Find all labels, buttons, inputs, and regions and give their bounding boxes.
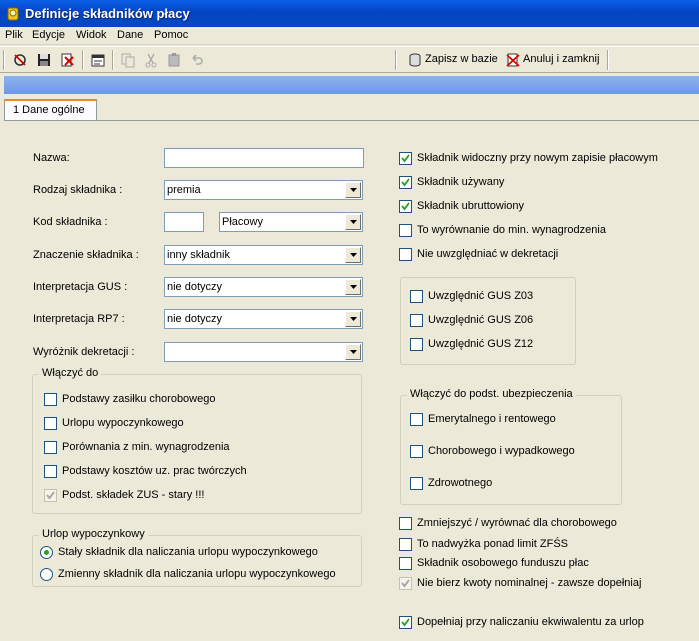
- checkbox-label: Nie bierz kwoty nominalnej - zawsze dopełniaj: [417, 577, 642, 589]
- app-icon: [5, 6, 21, 22]
- cut-button[interactable]: [141, 50, 162, 70]
- checkbox-box[interactable]: [399, 616, 412, 629]
- tab-label: 1 Dane ogólne: [13, 104, 85, 116]
- toolbar-separator: [82, 50, 84, 70]
- kod-type-value: Płacowy: [222, 216, 263, 228]
- toolbar: [0, 46, 699, 73]
- toolbar-separator: [395, 50, 397, 70]
- menu-widok[interactable]: Widok: [76, 29, 107, 41]
- checkbox-zdrowotne[interactable]: [410, 476, 590, 492]
- checkbox-gus-z06[interactable]: [410, 313, 560, 329]
- info-bar: [4, 76, 699, 94]
- refresh-icon: [12, 52, 28, 68]
- wyroznik-label: Wyróżnik dekretacji :: [33, 346, 135, 358]
- refresh-button[interactable]: [10, 50, 31, 70]
- chevron-down-icon[interactable]: [345, 247, 361, 263]
- chevron-down-icon[interactable]: [345, 214, 361, 230]
- checkbox-box[interactable]: [399, 224, 412, 237]
- copy-icon: [120, 52, 136, 68]
- kod-type-select[interactable]: [219, 212, 363, 232]
- radio-dot[interactable]: [40, 568, 53, 581]
- checkbox-emerytalne[interactable]: [410, 412, 590, 428]
- undo-icon: [189, 52, 205, 68]
- undo-button[interactable]: [187, 50, 208, 70]
- checkbox-box[interactable]: [410, 290, 423, 303]
- delete-doc-icon: [59, 52, 75, 68]
- checkbox-box[interactable]: [44, 489, 57, 502]
- checkbox-box[interactable]: [399, 557, 412, 570]
- checkbox-zus-stary[interactable]: [44, 488, 264, 504]
- checkbox-label: Emerytalnego i rentowego: [428, 413, 556, 425]
- menu-edycje[interactable]: Edycje: [32, 29, 66, 41]
- ubezpieczenia-legend: Włączyć do podst. ubezpieczenia: [407, 388, 576, 400]
- checkbox-label: Składnik osobowego funduszu płac: [417, 557, 589, 569]
- checkbox-gus-z12[interactable]: [410, 337, 560, 353]
- rp7-value: nie dotyczy: [167, 313, 223, 325]
- checkbox-urlop[interactable]: [44, 416, 264, 432]
- radio-zmienny[interactable]: [40, 567, 340, 583]
- rodzaj-select[interactable]: [164, 180, 363, 200]
- properties-icon: [90, 52, 106, 68]
- paste-icon: [166, 52, 182, 68]
- checkbox-label: Składnik używany: [417, 176, 505, 188]
- tab-dane-ogolne[interactable]: [4, 99, 97, 121]
- kod-input[interactable]: [164, 212, 204, 232]
- chevron-down-icon[interactable]: [345, 182, 361, 198]
- checkbox-label: Składnik ubruttowiony: [417, 200, 525, 212]
- checkbox-ofp[interactable]: [399, 556, 619, 572]
- checkbox-box[interactable]: [44, 465, 57, 478]
- checkbox-kwota-nominalna[interactable]: [399, 576, 669, 592]
- menu-bar: [0, 27, 699, 45]
- cancel-icon: [505, 52, 521, 68]
- checkbox-label: Podst. składek ZUS - stary !!!: [62, 489, 205, 501]
- properties-button[interactable]: [88, 50, 109, 70]
- save-button[interactable]: [34, 50, 55, 70]
- menu-dane[interactable]: Dane: [117, 29, 144, 41]
- radio-label: Stały składnik dla naliczania urlopu wypoczynkowego: [58, 546, 318, 558]
- checkbox-label: Zdrowotnego: [428, 477, 493, 489]
- copy-button[interactable]: [118, 50, 139, 70]
- checkbox-label: Nie uwzględniać w dekretacji: [417, 248, 559, 260]
- chevron-down-icon[interactable]: [345, 311, 361, 327]
- toolbar-grip: [3, 50, 5, 70]
- check-icon: [46, 491, 55, 500]
- checkbox-label: Zmniejszyć / wyrównać dla chorobowego: [417, 517, 617, 529]
- rp7-select[interactable]: [164, 309, 363, 329]
- checkbox-box[interactable]: [410, 338, 423, 351]
- checkbox-label: Uwzględnić GUS Z03: [428, 290, 534, 302]
- check-icon: [401, 618, 410, 627]
- checkbox-label: Podstawy zasiłku chorobowego: [62, 393, 216, 405]
- checkbox-label: Dopełniaj przy naliczaniu ekwiwalentu za urlop: [417, 616, 644, 628]
- nazwa-label: Nazwa:: [33, 152, 70, 164]
- checkbox-box[interactable]: [410, 477, 423, 490]
- checkbox-gus-z03[interactable]: [410, 289, 560, 305]
- kod-label: Kod składnika :: [33, 216, 108, 228]
- wlaczyc-do-legend: Włączyć do: [39, 367, 101, 379]
- rp7-label: Interpretacja RP7 :: [33, 313, 125, 325]
- menu-pomoc[interactable]: Pomoc: [154, 29, 189, 41]
- checkbox-box[interactable]: [410, 314, 423, 327]
- floppy-icon: [36, 52, 52, 68]
- toolbar-separator: [607, 50, 609, 70]
- paste-button[interactable]: [164, 50, 185, 70]
- radio-label: Zmienny składnik dla naliczania urlopu wypoczynkowego: [58, 568, 336, 580]
- checkbox-label: To nadwyżka ponad limit ZFŚS: [417, 538, 569, 550]
- checkbox-zfss[interactable]: [399, 537, 599, 553]
- cancel-close-label: Anuluj i zamknij: [523, 53, 600, 65]
- checkbox-wyrownanie[interactable]: [399, 223, 639, 239]
- checkbox-label: To wyrównanie do min. wynagrodzenia: [417, 224, 606, 236]
- checkbox-uzywany[interactable]: [399, 175, 599, 191]
- checkbox-box[interactable]: [399, 152, 412, 165]
- check-icon: [401, 579, 410, 588]
- checkbox-ubruttowiony[interactable]: [399, 199, 599, 215]
- checkbox-box[interactable]: [399, 176, 412, 189]
- checkbox-box[interactable]: [410, 445, 423, 458]
- checkbox-box[interactable]: [399, 577, 412, 590]
- menu-plik[interactable]: Plik: [5, 29, 23, 41]
- checkbox-dekretacja[interactable]: [399, 247, 599, 263]
- checkbox-chorobowe[interactable]: [410, 444, 590, 460]
- rodzaj-value: premia: [167, 184, 201, 196]
- radio-dot[interactable]: [40, 546, 53, 559]
- cancel-close-button[interactable]: [503, 50, 604, 70]
- checkbox-label: Porównania z min. wynagrodzenia: [62, 441, 230, 453]
- checkbox-box[interactable]: [399, 517, 412, 530]
- radio-selected-dot: [44, 550, 49, 555]
- nazwa-input[interactable]: [164, 148, 364, 168]
- window-title: Definicje składników płacy: [25, 6, 190, 21]
- checkbox-box[interactable]: [44, 441, 57, 454]
- rodzaj-label: Rodzaj składnika :: [33, 184, 123, 196]
- check-icon: [401, 178, 410, 187]
- check-icon: [401, 202, 410, 211]
- checkbox-zasilek[interactable]: [44, 392, 264, 408]
- chevron-down-icon[interactable]: [345, 279, 361, 295]
- checkbox-koszty[interactable]: [44, 464, 274, 480]
- urlop-legend: Urlop wypoczynkowy: [39, 528, 148, 540]
- delete-button[interactable]: [57, 50, 78, 70]
- checkbox-box[interactable]: [399, 200, 412, 213]
- checkbox-label: Składnik widoczny przy nowym zapisie płacowym: [417, 152, 658, 164]
- checkbox-label: Uwzględnić GUS Z06: [428, 314, 534, 326]
- wyroznik-select[interactable]: [164, 342, 363, 362]
- gus-label: Interpretacja GUS :: [33, 281, 128, 293]
- db-save-icon: [407, 52, 423, 68]
- checkbox-widoczny[interactable]: [399, 151, 669, 167]
- save-to-db-button[interactable]: [405, 50, 502, 70]
- checkbox-label: Uwzględnić GUS Z12: [428, 338, 534, 350]
- znaczenie-label: Znaczenie składnika :: [33, 249, 139, 261]
- checkbox-zmniejszyc[interactable]: [399, 516, 649, 532]
- checkbox-ekwiwalent[interactable]: [399, 615, 669, 631]
- checkbox-label: Urlopu wypoczynkowego: [62, 417, 184, 429]
- check-icon: [401, 154, 410, 163]
- gus-select[interactable]: [164, 277, 363, 297]
- radio-staly[interactable]: [40, 545, 330, 561]
- gus-value: nie dotyczy: [167, 281, 223, 293]
- checkbox-label: Podstawy kosztów uz. prac twórczych: [62, 465, 247, 477]
- toolbar-separator: [112, 50, 114, 70]
- save-to-db-label: Zapisz w bazie: [425, 53, 498, 65]
- checkbox-box[interactable]: [399, 538, 412, 551]
- checkbox-box[interactable]: [410, 413, 423, 426]
- checkbox-label: Chorobowego i wypadkowego: [428, 445, 575, 457]
- znaczenie-select[interactable]: [164, 245, 363, 265]
- znaczenie-value: inny składnik: [167, 249, 230, 261]
- scissors-icon: [143, 52, 159, 68]
- checkbox-box[interactable]: [399, 248, 412, 261]
- title-bar: [0, 0, 699, 29]
- checkbox-box[interactable]: [44, 393, 57, 406]
- chevron-down-icon[interactable]: [345, 344, 361, 360]
- checkbox-porownania[interactable]: [44, 440, 264, 456]
- checkbox-box[interactable]: [44, 417, 57, 430]
